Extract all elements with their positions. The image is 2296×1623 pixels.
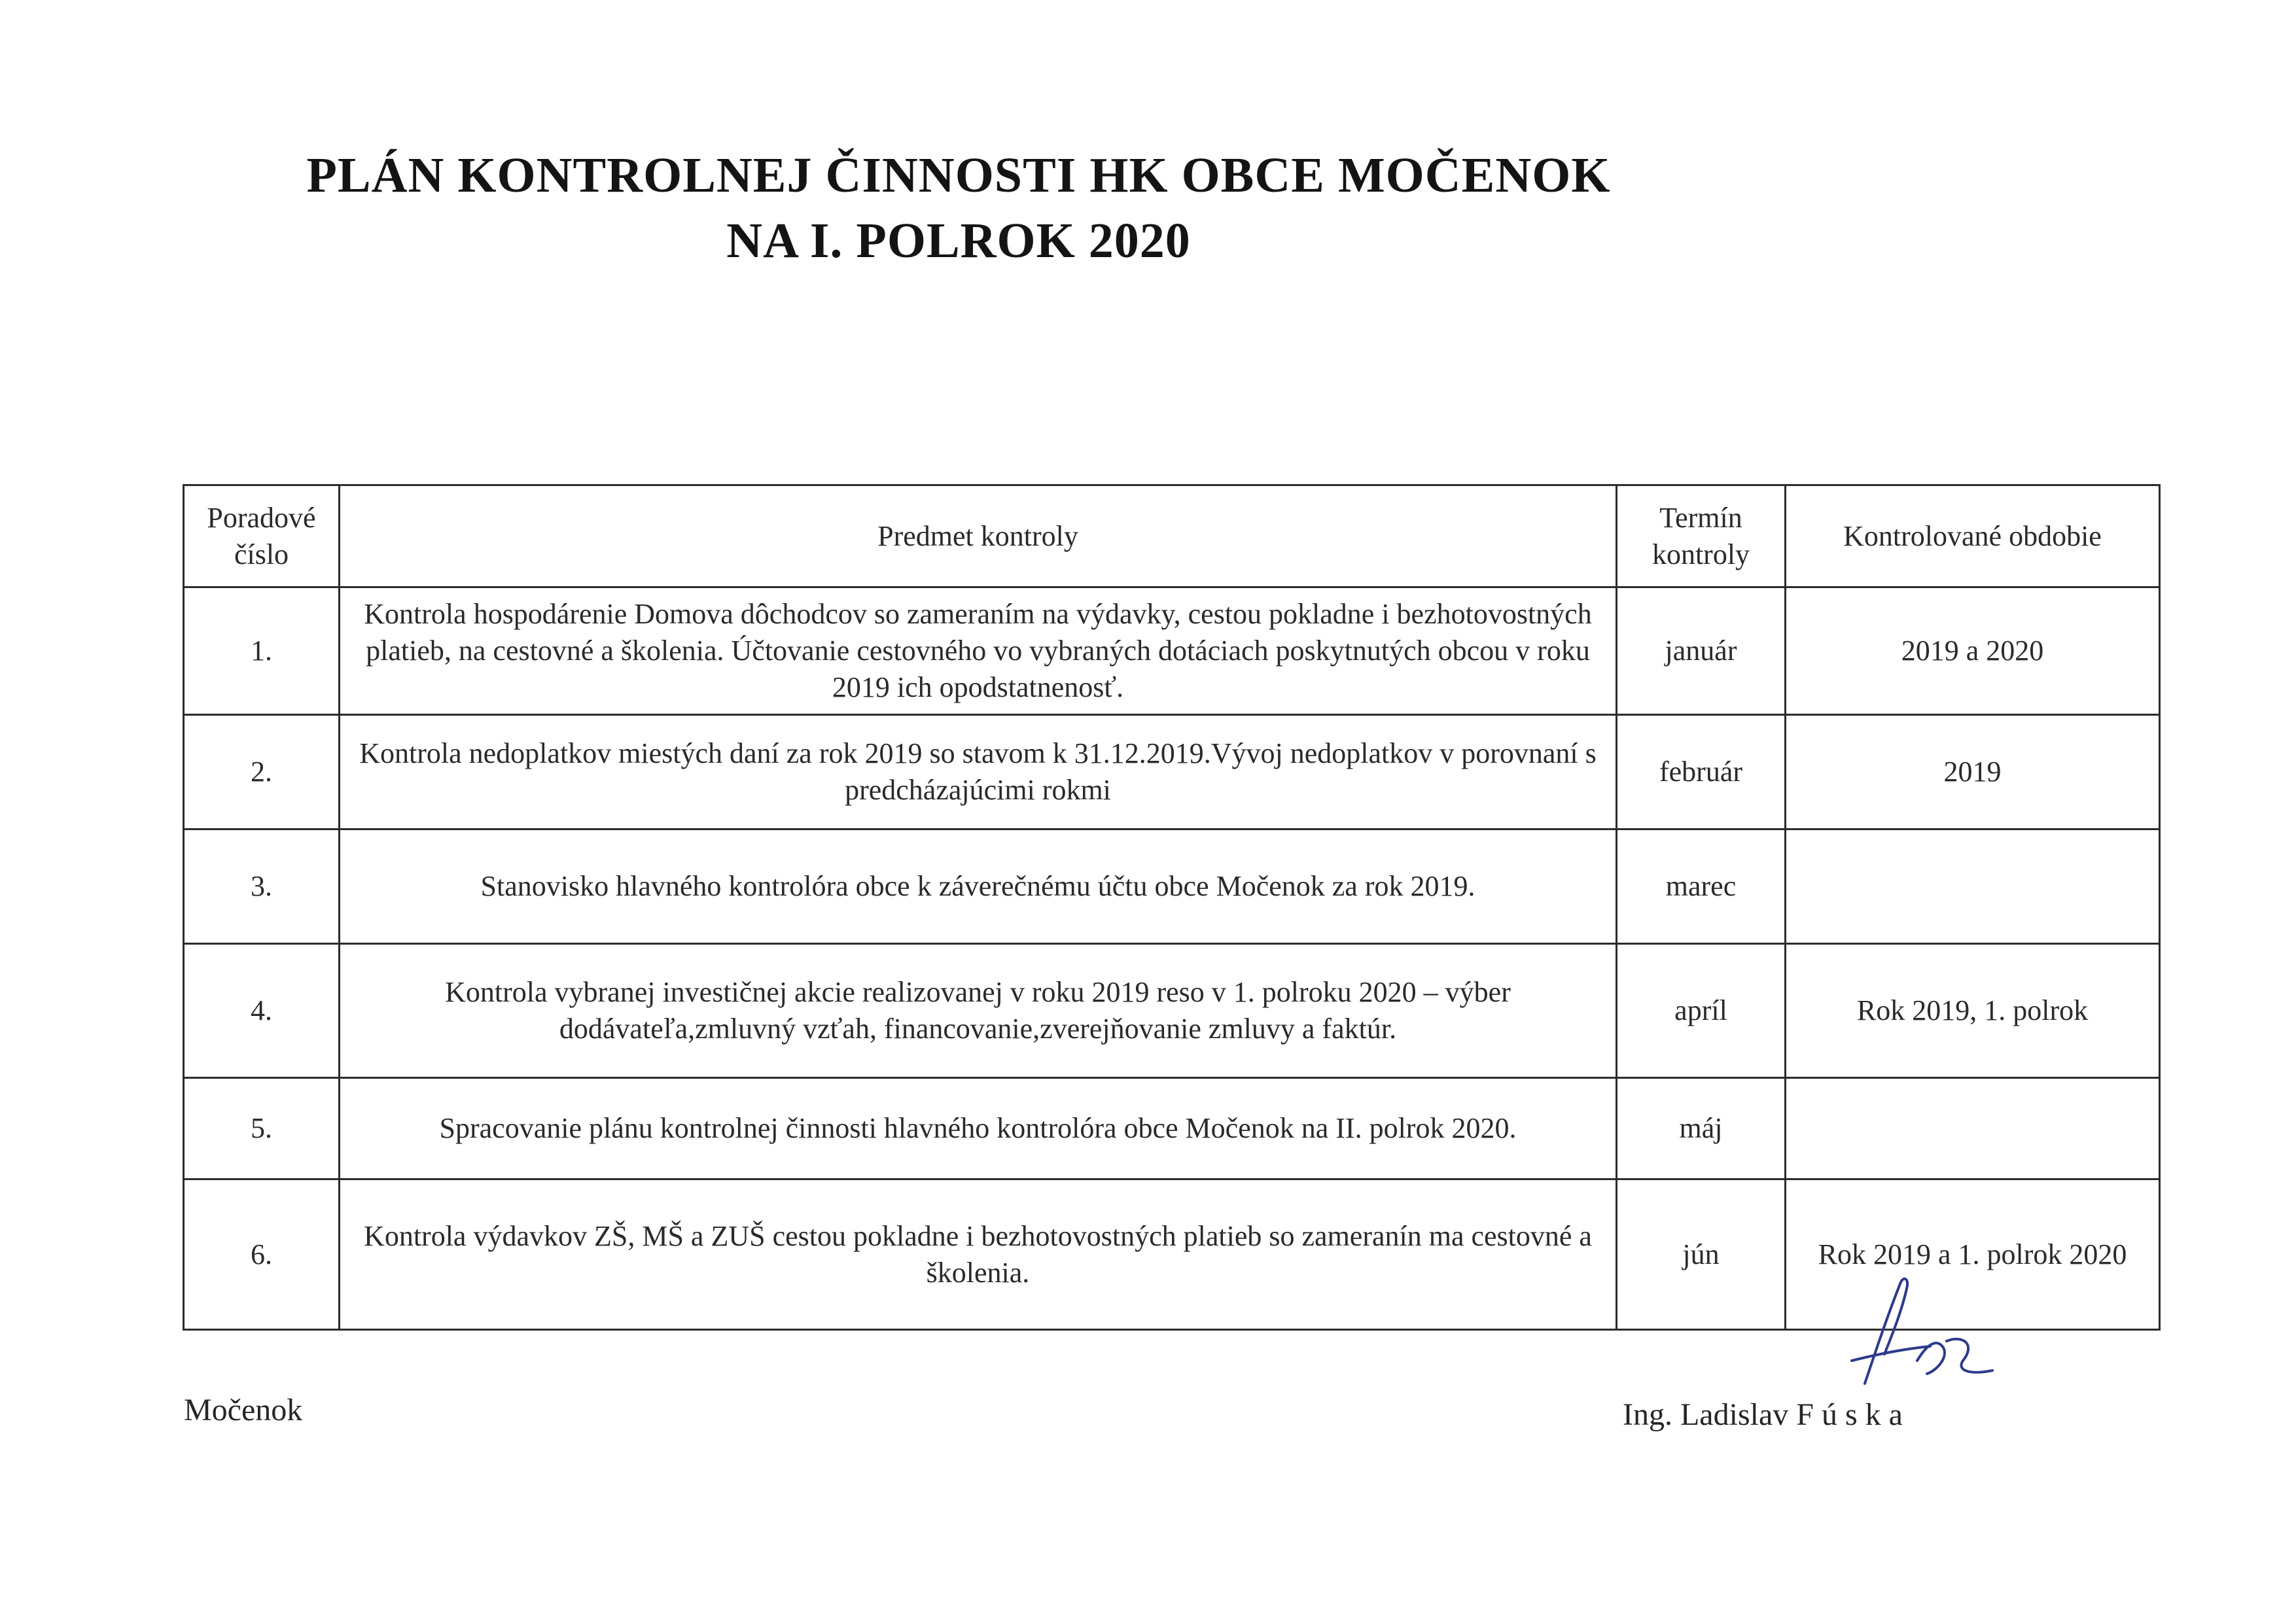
table-header-row [184, 485, 2160, 587]
row-subject: Spracovanie plánu kontrolnej činnosti hlavného kontrolóra obce Močenok na II. polrok 2020. [340, 1078, 1617, 1179]
title-line-2: NA I. POLROK 2020 [726, 213, 1191, 268]
row-subject: Kontrola nedoplatkov miestých daní za rok 2019 so stavom k 31.12.2019.Vývoj nedoplatkov v porovnaní s predcházajúcimi rokmi [340, 715, 1617, 829]
row-subject: Kontrola vybranej investičnej akcie realizovanej v roku 2019 reso v 1. polroku 2020 – výber dodávateľa,zmluvný vzťah, financovanie,zverejňovanie zmluvy a faktúr. [340, 944, 1617, 1078]
row-term: marec [1617, 829, 1786, 944]
header-period: Kontrolované obdobie [1786, 485, 2160, 587]
row-number: 4. [184, 944, 340, 1078]
handwritten-signature [1839, 1263, 1996, 1393]
row-period [1786, 1078, 2160, 1179]
row-subject: Kontrola výdavkov ZŠ, MŠ a ZUŠ cestou pokladne i bezhotovostných platieb so zameranín ma cestovné a školenia. [340, 1179, 1617, 1330]
control-plan-table [183, 484, 2161, 1331]
row-period: Rok 2019, 1. polrok [1786, 944, 2160, 1078]
place-name: Močenok [184, 1393, 303, 1427]
title-line-1: PLÁN KONTROLNEJ ČINNOSTI HK OBCE MOČENOK [306, 148, 1611, 203]
table-row [184, 1078, 2160, 1179]
row-subject: Kontrola hospodárenie Domova dôchodcov so zameraním na výdavky, cestou pokladne i bezhotovostných platieb, na cestovné a školenia. Účtovanie cestovného vo vybraných dotáciach poskytnutých obcou v roku 2019 ich opodstatnenosť. [340, 587, 1617, 715]
header-number: Poradové číslo [184, 485, 340, 587]
table-row [184, 944, 2160, 1078]
row-number: 6. [184, 1179, 340, 1330]
row-period: 2019 [1786, 715, 2160, 829]
row-term: máj [1617, 1078, 1786, 1179]
row-term: jún [1617, 1179, 1786, 1330]
row-term: január [1617, 587, 1786, 715]
row-term: apríl [1617, 944, 1786, 1078]
table-row [184, 829, 2160, 944]
header-term: Termín kontroly [1617, 485, 1786, 587]
header-subject: Predmet kontroly [340, 485, 1617, 587]
table-row [184, 587, 2160, 715]
row-number: 2. [184, 715, 340, 829]
row-period: Rok 2019 a 1. polrok 2020 [1786, 1179, 2160, 1330]
row-number: 5. [184, 1078, 340, 1179]
row-number: 3. [184, 829, 340, 944]
row-subject: Stanovisko hlavného kontrolóra obce k záverečnému účtu obce Močenok za rok 2019. [340, 829, 1617, 944]
signer-name: Ing. Ladislav F ú s k a [1623, 1397, 1903, 1432]
row-period: 2019 a 2020 [1786, 587, 2160, 715]
row-term: február [1617, 715, 1786, 829]
document-title [0, 143, 1917, 273]
table-row [184, 715, 2160, 829]
row-period [1786, 829, 2160, 944]
row-number: 1. [184, 587, 340, 715]
